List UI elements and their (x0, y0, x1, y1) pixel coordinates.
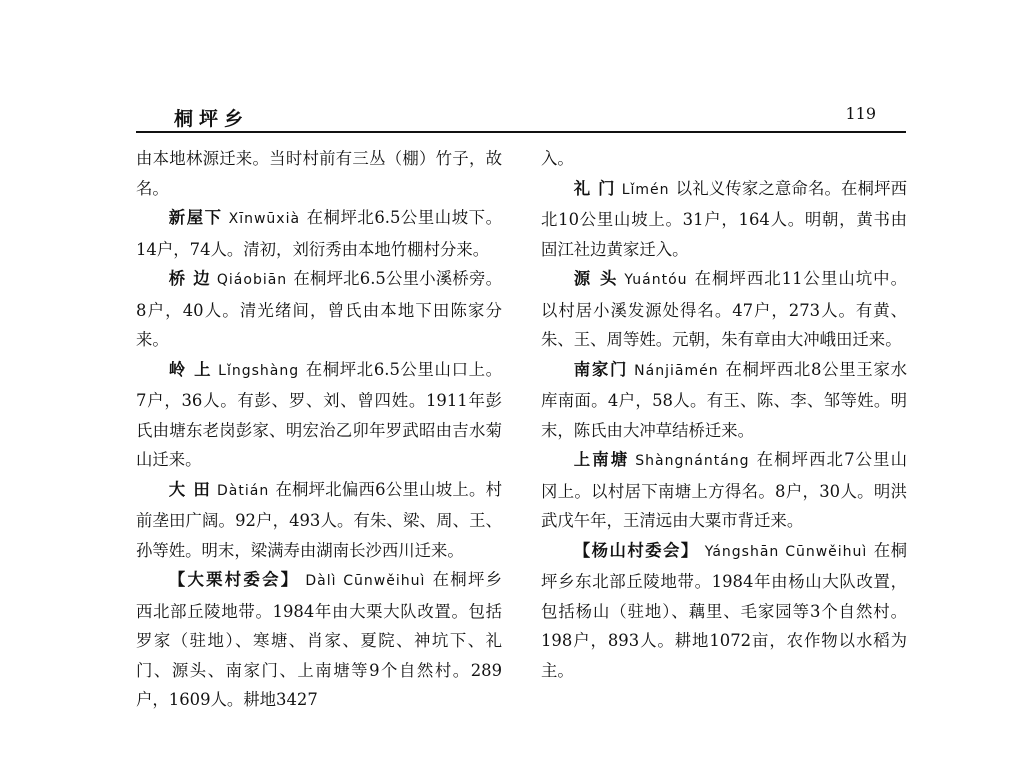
entry-pinyin: Yuántóu (624, 272, 688, 288)
entry-text: 在桐坪北6.5公里山口上。7户，36人。有彭、罗、刘、曾四姓。1911年彭氏由塘东老岗彭家、明宏治乙卯年罗武昭由吉水菊山迁来。 (136, 359, 502, 469)
entry-name: 礼 门 (573, 178, 616, 198)
entry-datian (136, 475, 502, 566)
entry-text: 在桐坪西北7公里山冈上。以村居下南塘上方得名。8户，30人。明洪武戊午年，王清远由大粟市背迁来。 (541, 450, 908, 530)
entry-name: 岭 上 (168, 359, 213, 379)
entry-text: 以礼义传家之意命名。在桐坪西北10公里山坡上。31户，164人。明朝，黄书由固江社边黄家迁入。 (541, 178, 907, 259)
header-rule (136, 131, 906, 133)
entry-text: 在桐坪乡西北部丘陵地带。1984年由大栗大队改置。包括罗家（驻地）、寒塘、肖家、夏院、神坑下、礼门、源头、南家门、上南塘等9个自然村。289户，1609人。耕地3427 (136, 570, 503, 709)
entry-text: 在桐坪北6.5公里小溪桥旁。8户，40人。清光绪间，曾氏由本地下田陈家分来。 (136, 269, 502, 349)
left-column (136, 144, 502, 715)
entry-pinyin: Dàlì Cūnwěihuì (305, 573, 426, 589)
entry-name: 大 田 (168, 479, 211, 499)
entry-name: 源 头 (573, 269, 619, 288)
entry-text: 在桐坪乡东北部丘陵地带。1984年由杨山大队改置，包括杨山（驻地）、藕里、毛家园等3个自然村。198户，893人。耕地1072亩，农作物以水稻为主。 (541, 540, 907, 680)
continued-paragraph: 由本地林源迁来。当时村前有三丛（棚）竹子，故名。 (136, 149, 502, 198)
entry-shangnantang (541, 445, 907, 536)
entry-name: 【大栗村委会】 (168, 570, 300, 589)
entry-pinyin: Nánjiāmén (634, 362, 719, 379)
running-title: 桐坪乡 (174, 108, 250, 130)
entry-text: 在桐坪西北11公里山坑中。以村居小溪发源处得名。47户，273人。有黄、朱、王、周等姓。元朝，朱有章由大冲峨田迁来。 (541, 269, 907, 349)
entry-name: 【杨山村委会】 (573, 540, 699, 560)
entry-pinyin: Dàtián (217, 482, 270, 499)
entry-text: 在桐坪西北8公里王家水库南面。4户，58人。有王、陈、李、邹等姓。明末，陈氏由大冲草结桥迁来。 (541, 359, 907, 440)
entry-pinyin: Lǐmén (621, 181, 670, 198)
entry-pinyin: Yángshān Cūnwěihuì (704, 543, 868, 560)
entry-dali-village-committee (136, 565, 502, 715)
entry-text: 在桐坪北偏西6公里山坡上。村前垄田广阔。92户，493人。有朱、梁、周、王、孙等姓。明末，梁满寿由湖南长沙西川迁来。 (136, 479, 502, 560)
entry-qiaobian (136, 264, 502, 355)
entry-name: 南家门 (573, 359, 629, 379)
entry-pinyin: Lǐngshàng (218, 362, 300, 379)
entry-pinyin: Shàngnántáng (635, 453, 750, 469)
entry-lingshang (136, 355, 502, 475)
continued-paragraph: 入。 (541, 149, 574, 168)
entry-yuantou (541, 264, 907, 355)
right-column (541, 144, 907, 685)
page-number: 119 (845, 104, 876, 123)
entry-name: 上南塘 (573, 450, 630, 469)
entry-pinyin: Qiáobiān (216, 272, 288, 288)
entry-limen (541, 174, 907, 265)
entry-nanjiamen (541, 355, 907, 446)
entry-pinyin: Xīnwūxià (228, 211, 301, 227)
entry-xinwuxia (136, 203, 502, 264)
entry-text: 在桐坪北6.5公里山坡下。14户，74人。清初，刘衍秀由本地竹棚村分来。 (136, 208, 502, 259)
entry-name: 新屋下 (168, 208, 223, 227)
entry-yangshan-village-committee (541, 536, 907, 686)
page-header (136, 96, 906, 132)
entry-name: 桥 边 (168, 269, 211, 288)
